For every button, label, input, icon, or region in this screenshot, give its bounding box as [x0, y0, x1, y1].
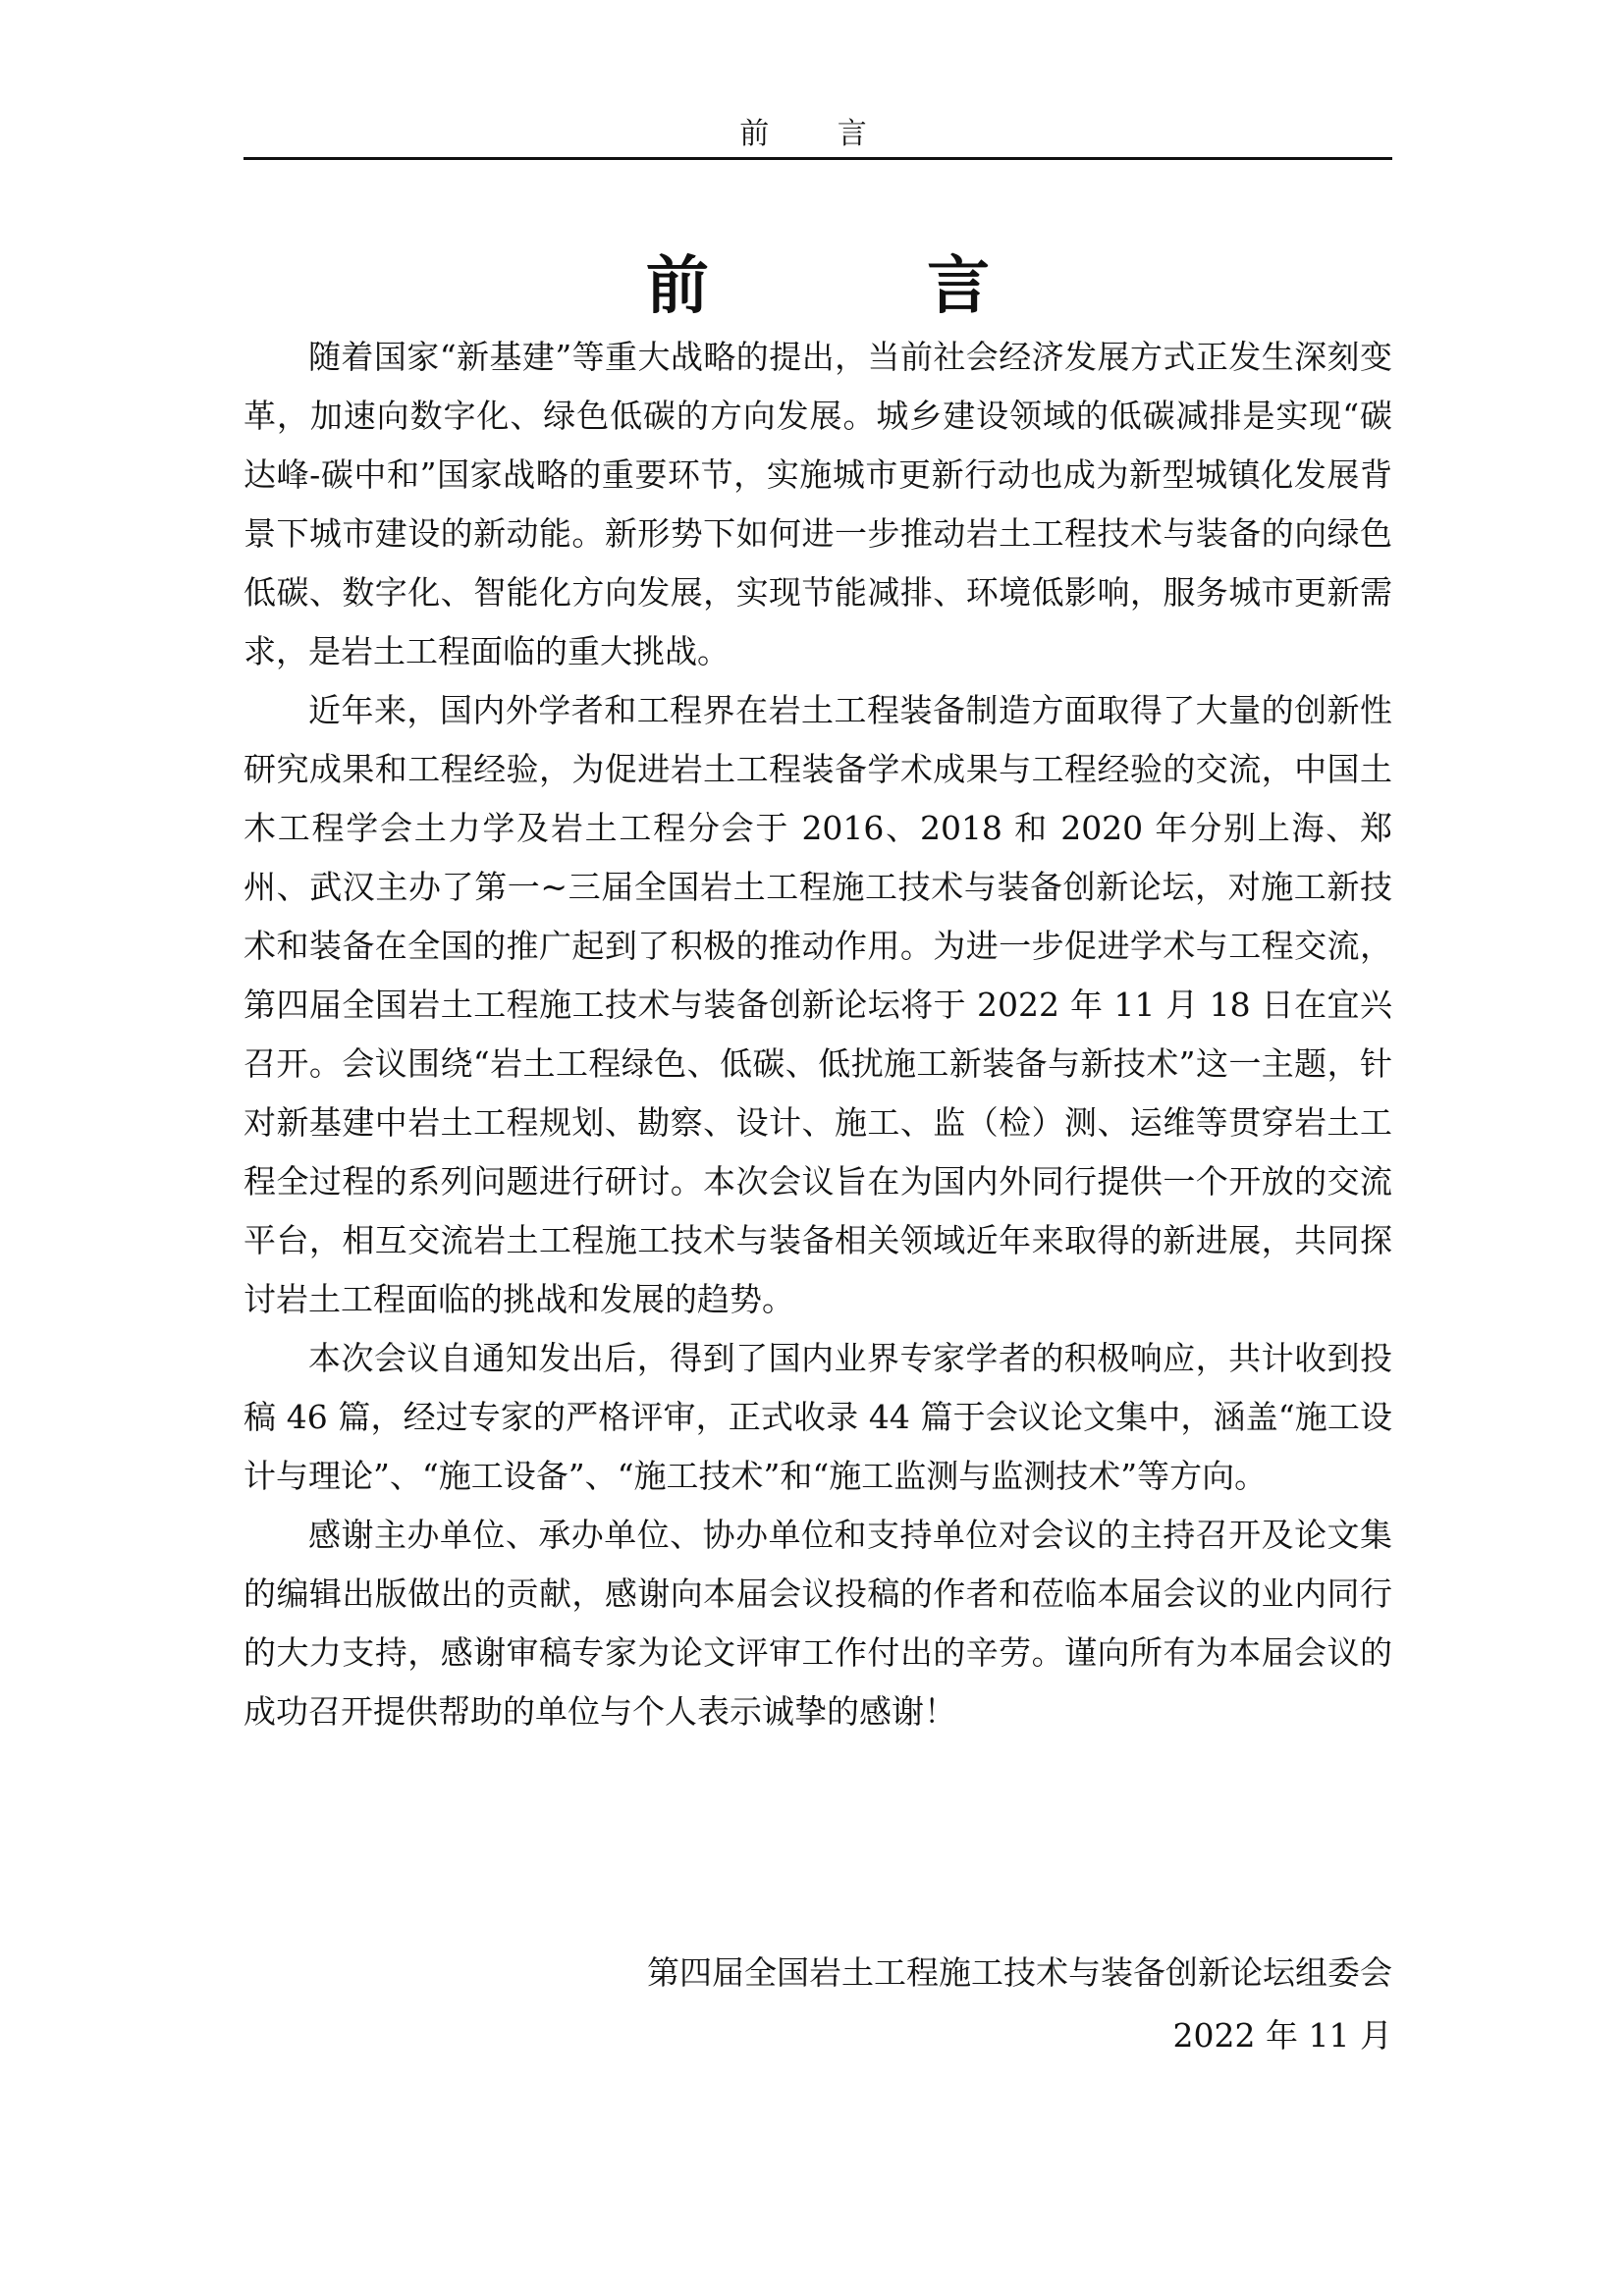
signature-block [244, 1942, 1392, 2067]
header-divider [244, 157, 1392, 160]
signature-organization: 第四届全国岩土工程施工技术与装备创新论坛组委会 [647, 1953, 1392, 1992]
paragraph-1: 随着国家“新基建”等重大战略的提出，当前社会经济发展方式正发生深刻变革，加速向数字化、绿色低碳的方向发展。城乡建设领域的低碳减排是实现“碳达峰-碳中和”国家战略的重要环节，实施城市更新行动也成为新型城镇化发展背景下城市建设的新动能。新形势下如何进一步推动岩土工程技术与装备的向绿色低碳、数字化、智能化方向发展，实现节能减排、环境低影响，服务城市更新需求，是岩土工程面临的重大挑战。 [244, 338, 1392, 670]
paragraph-2: 近年来，国内外学者和工程界在岩土工程装备制造方面取得了大量的创新性研究成果和工程经验，为促进岩土工程装备学术成果与工程经验的交流，中国土木工程学会土力学及岩土工程分会于 2016、2018 和 2020 年分别上海、郑州、武汉主办了第一~三届全国岩土工程施工技术与装备创新论坛，对施工新技术和装备在全国的推广起到了积极的推动作用。为进一步促进学术与工程交流，第四届全国岩土工程施工技术与装备创新论坛将于 2022 年 11 月 18 日在宜兴召开。会议围绕“岩土工程绿色、低碳、低扰施工新装备与新技术”这一主题，针对新基建中岩土工程规划、勘察、设计、施工、监（检）测、运维等贯穿岩土工程全过程的系列问题进行研讨。本次会议旨在为国内外同行提供一个开放的交流平台，相互交流岩土工程施工技术与装备相关领域近年来取得的新进展，共同探讨岩土工程面临的挑战和发展的趋势。 [244, 691, 1392, 1318]
body-text [244, 328, 1392, 1741]
page-title: 前 言 [645, 250, 1089, 323]
paragraph-4: 感谢主办单位、承办单位、协办单位和支持单位对会议的主持召开及论文集的编辑出版做出的贡献，感谢向本届会议投稿的作者和莅临本届会议的业内同行的大力支持，感谢审稿专家为论文评审工作付出的辛劳。谨向所有为本届会议的成功召开提供帮助的单位与个人表示诚挚的感谢！ [244, 1516, 1392, 1731]
running-header: 前 言 [739, 117, 896, 151]
paragraph-3: 本次会议自通知发出后，得到了国内业界专家学者的积极响应，共计收到投稿 46 篇，经过专家的严格评审，正式收录 44 篇于会议论文集中，涵盖“施工设计与理论”、“施工设备”、“施工技术”和“施工监测与监测技术”等方向。 [244, 1339, 1392, 1495]
signature-date: 2022 年 11 月 [1172, 2016, 1392, 2055]
